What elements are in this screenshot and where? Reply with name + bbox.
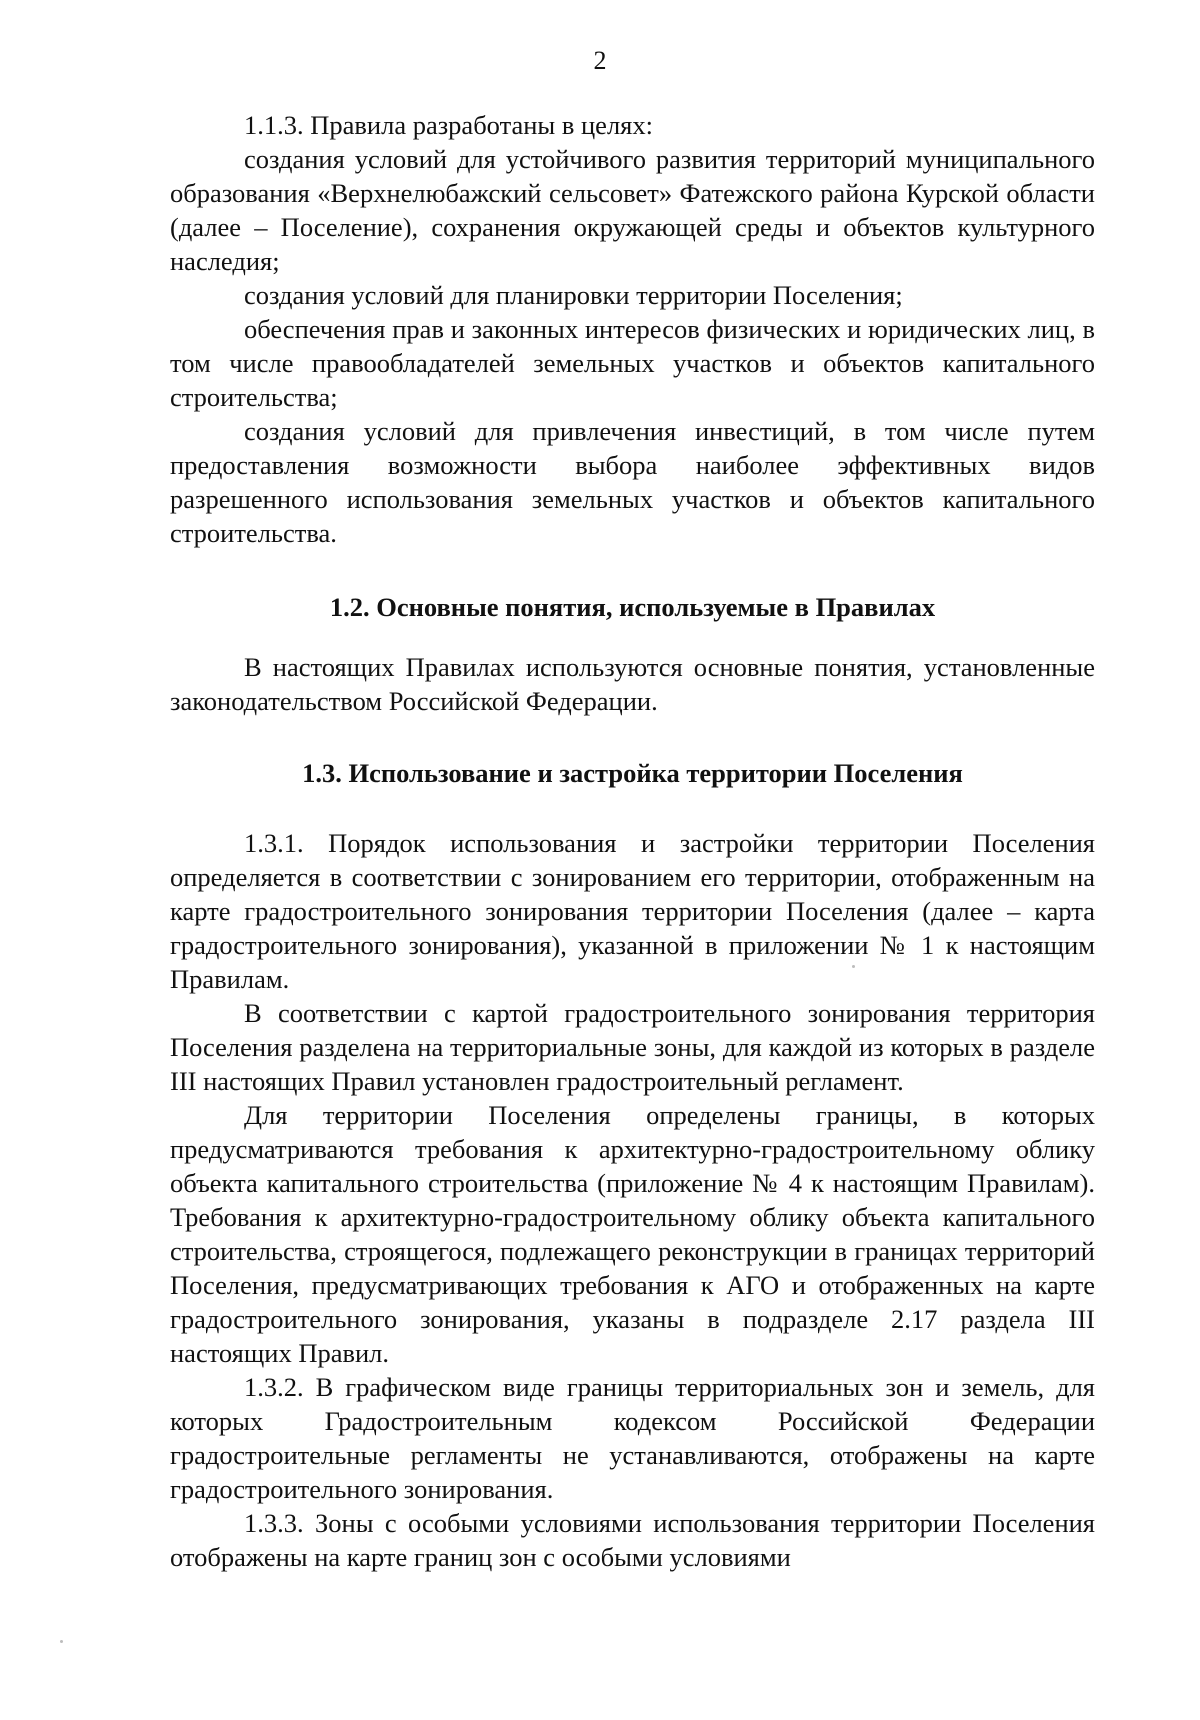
- section-heading-1-3: 1.3. Использование и застройка территории Поселения: [302, 758, 963, 788]
- paragraph-goal-planning: создания условий для планировки территории Поселения;: [244, 280, 903, 310]
- paragraph-goal-investment: создания условий для привлечения инвестиций, в том числе путем предоставления возможности выбора наиболее эффективных видов разрешенного использования земельных участков и объектов капитального строительства.: [170, 416, 1095, 548]
- paragraph-goal-rights: обеспечения прав и законных интересов физических и юридических лиц, в том числе правообладателей земельных участков и объектов капитального строительства;: [170, 314, 1095, 412]
- scan-speck: [852, 965, 855, 968]
- page-number: 2: [593, 46, 607, 75]
- paragraph-ago-requirements: Для территории Поселения определены границы, в которых предусматриваются требования к архитектурно-градостроительному облику объекта капитального строительства (приложение № 4 к настоящим Правилам). Требования к архитектурно-градостроительному облику объекта капитального строительства, строящегося, подлежащего реконструкции в границах территорий Поселения, предусматривающих требования к АГО и отображенных на карте градостроительного зонирования, указаны в подразделе 2.17 раздела III настоящих Правил.: [170, 1100, 1095, 1368]
- paragraph-1-3-2: 1.3.2. В графическом виде границы территориальных зон и земель, для которых Градостроительным кодексом Российской Федерации градостроительные регламенты не устанавливаются, отображены на карте градостроительного зонирования.: [170, 1372, 1095, 1504]
- scan-speck: [60, 1640, 63, 1643]
- paragraph-zones: В соответствии с картой градостроительного зонирования территория Поселения разделена на территориальные зоны, для каждой из которых в разделе III настоящих Правил установлен градостроительный регламент.: [170, 998, 1095, 1096]
- paragraph-1-3-3: 1.3.3. Зоны с особыми условиями использования территории Поселения отображены на карте границ зон с особыми условиями: [170, 1508, 1095, 1572]
- paragraph-goal-development: создания условий для устойчивого развития территорий муниципального образования «Верхнелюбажский сельсовет» Фатежского района Курской области (далее – Поселение), сохранения окружающей среды и объектов культурного наследия;: [170, 144, 1095, 276]
- paragraph-1-3-1: 1.3.1. Порядок использования и застройки территории Поселения определяется в соответствии с зонированием его территории, отображенным на карте градостроительного зонирования территории Поселения (далее – карта градостроительного зонирования), указанной в приложении № 1 к настоящим Правилам.: [170, 828, 1095, 994]
- paragraph-concepts: В настоящих Правилах используются основные понятия, установленные законодательством Российской Федерации.: [170, 652, 1095, 716]
- document-body: [170, 108, 1095, 1574]
- paragraph-1-1-3: 1.1.3. Правила разработаны в целях:: [244, 110, 653, 140]
- section-heading-1-2: 1.2. Основные понятия, используемые в Правилах: [329, 592, 936, 622]
